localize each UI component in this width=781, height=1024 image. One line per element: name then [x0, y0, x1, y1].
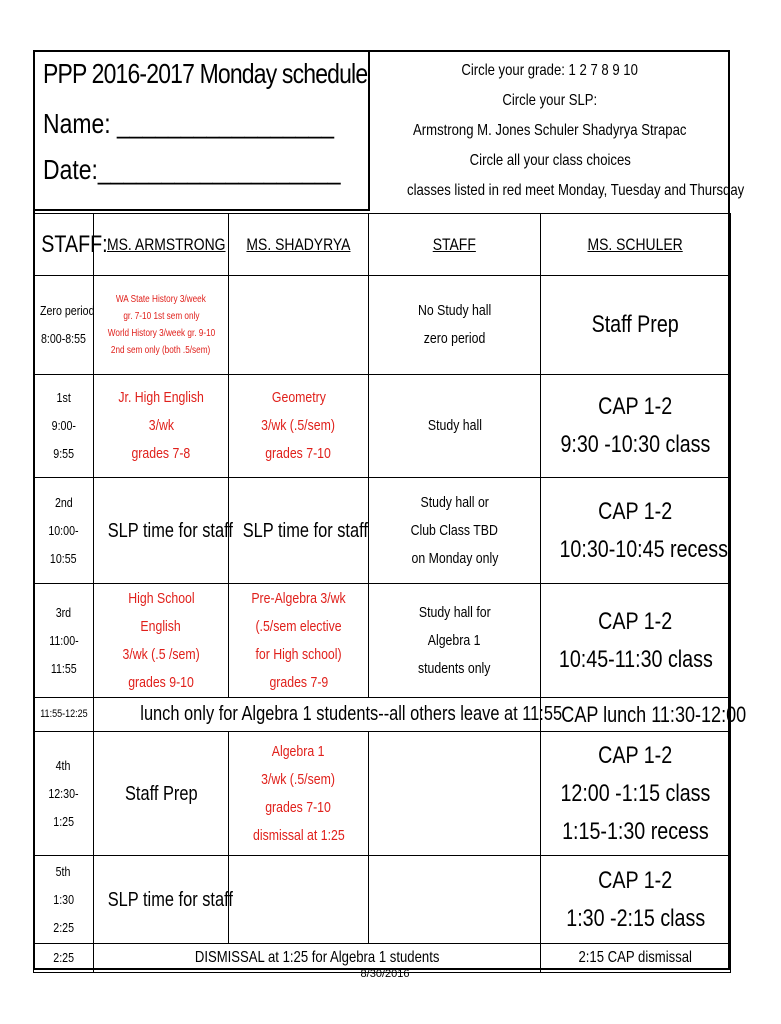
staff-prep: Staff Prep: [541, 276, 731, 375]
class-study-hall-algebra[interactable]: Study hall for Algebra 1 students only: [369, 584, 541, 698]
header-title-block: [33, 50, 370, 211]
page-title: PPP 2016-2017 Monday schedule: [43, 58, 368, 89]
slp-time-armstrong: SLP time for staff: [94, 478, 229, 584]
class-wa-state-history[interactable]: WA State History 3/week gr. 7-10 1st sem only World History 3/week gr. 9-10 2nd sem only (both .5/sem): [94, 276, 229, 375]
column-header-row: [34, 214, 731, 276]
row-fourth-period: [34, 732, 731, 856]
time-cell: Zero period 8:00-8:55: [34, 276, 94, 375]
class-pre-algebra[interactable]: Pre-Algebra 3/wk (.5/sem elective for High school) grades 7-9: [229, 584, 369, 698]
class-high-school-english[interactable]: High School English 3/wk (.5 /sem) grades 9-10: [94, 584, 229, 698]
empty-cell: [229, 856, 369, 944]
row-fifth-period: [34, 856, 731, 944]
time-cell: 1st 9:00- 9:55: [34, 375, 94, 478]
cap-1-2-fifth[interactable]: CAP 1-2 1:30 -2:15 class: [541, 856, 731, 944]
lunch-note: lunch only for Algebra 1 students--all others leave at 11:55: [94, 698, 541, 732]
class-geometry[interactable]: Geometry 3/wk (.5/sem) grades 7-10: [229, 375, 369, 478]
empty-cell: [229, 276, 369, 375]
class-jr-high-english[interactable]: Jr. High English 3/wk grades 7-8: [94, 375, 229, 478]
red-classes-note: classes listed in red meet Monday, Tuesday and Thursday: [407, 182, 745, 199]
col-schuler: MS. SCHULER: [541, 214, 731, 276]
schedule-table: [33, 213, 747, 973]
class-study-hall[interactable]: Study hall: [369, 375, 541, 478]
cap-dismissal: 2:15 CAP dismissal: [541, 944, 731, 973]
time-cell: 11:55-12:25: [34, 698, 94, 732]
time-cell: 3rd 11:00- 11:55: [34, 584, 94, 698]
slp-label: Circle your SLP:: [502, 92, 598, 109]
time-cell: 4th 12:30- 1:25: [34, 732, 94, 856]
no-study-hall: No Study hall zero period: [369, 276, 541, 375]
row-zero-period: [34, 276, 731, 375]
cap-1-2-second[interactable]: CAP 1-2 10:30-10:45 recess: [541, 478, 731, 584]
cap-1-2-fourth[interactable]: CAP 1-2 12:00 -1:15 class 1:15-1:30 recess: [541, 732, 731, 856]
slp-time-fifth: SLP time for staff: [94, 856, 229, 944]
col-armstrong: MS. ARMSTRONG: [94, 214, 229, 276]
empty-cell: [369, 856, 541, 944]
cap-1-2-first[interactable]: CAP 1-2 9:30 -10:30 class: [541, 375, 731, 478]
cap-1-2-third[interactable]: CAP 1-2 10:45-11:30 class: [541, 584, 731, 698]
grade-line[interactable]: Circle your grade: 1 2 7 8 9 10: [461, 62, 639, 79]
dismissal-note: DISMISSAL at 1:25 for Algebra 1 students: [94, 944, 541, 973]
class-algebra-1[interactable]: Algebra 1 3/wk (.5/sem) grades 7-10 dismissal at 1:25: [229, 732, 369, 856]
cap-lunch: CAP lunch 11:30-12:00: [541, 698, 731, 732]
staff-heading: STAFF:: [34, 214, 94, 276]
slp-time-shadyrya: SLP time for staff: [229, 478, 369, 584]
col-staff: STAFF: [369, 214, 541, 276]
time-cell: 2:25: [34, 944, 94, 973]
name-field[interactable]: Name: _________________: [43, 108, 335, 139]
footer-date: 8/30/2016: [360, 968, 410, 980]
slp-names[interactable]: Armstrong M. Jones Schuler Shadyrya Strapac: [413, 122, 687, 139]
row-first-period: [34, 375, 731, 478]
date-field[interactable]: Date:___________________: [43, 154, 341, 185]
header-instructions: [370, 50, 745, 211]
row-second-period: [34, 478, 731, 584]
time-cell: 5th 1:30 2:25: [34, 856, 94, 944]
class-choices-label: Circle all your class choices: [469, 152, 631, 169]
class-study-hall-club[interactable]: Study hall or Club Class TBD on Monday only: [369, 478, 541, 584]
row-lunch: [34, 698, 731, 732]
empty-cell: [369, 732, 541, 856]
col-shadyrya: MS. SHADYRYA: [229, 214, 369, 276]
time-cell: 2nd 10:00- 10:55: [34, 478, 94, 584]
row-third-period: [34, 584, 731, 698]
staff-prep-armstrong: Staff Prep: [94, 732, 229, 856]
